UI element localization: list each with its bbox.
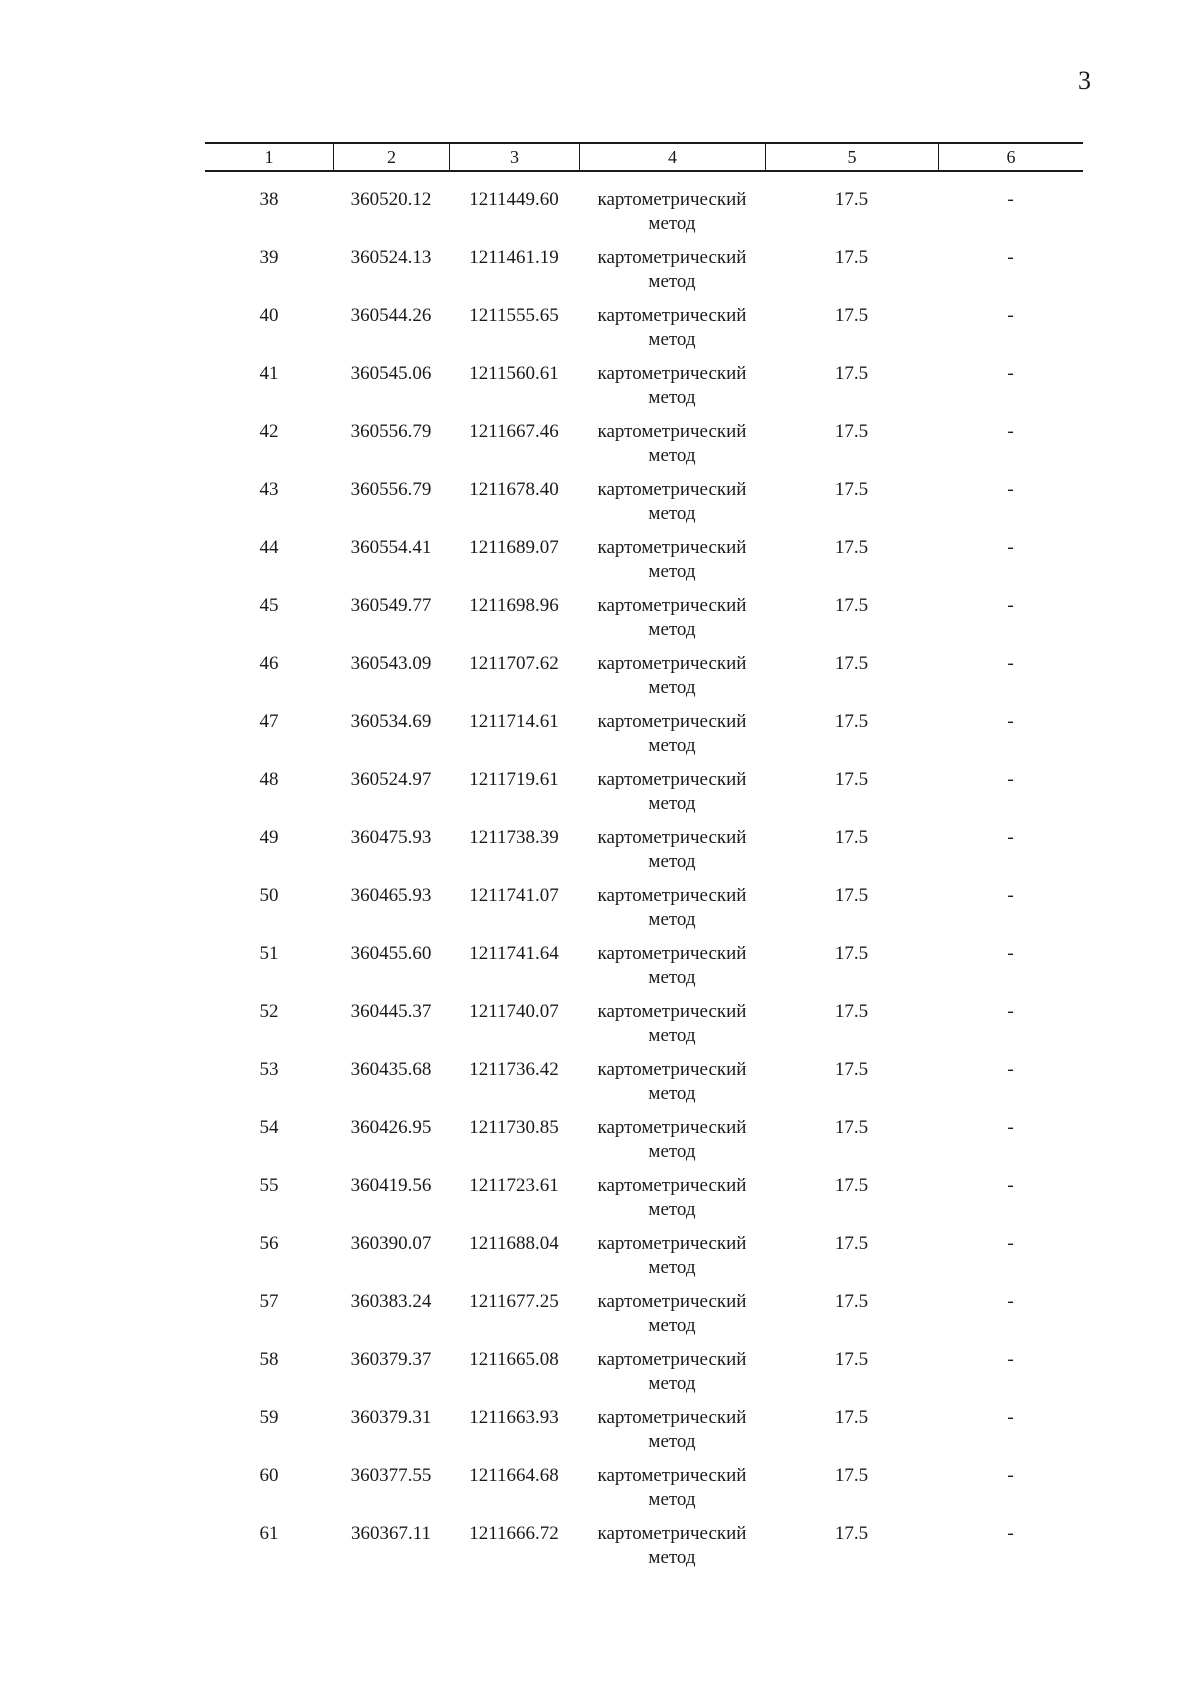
method-cell xyxy=(579,1522,765,1570)
method-cell xyxy=(579,594,765,642)
table-row xyxy=(205,1348,1083,1406)
note-cell: - xyxy=(1007,1291,1014,1312)
method-cell xyxy=(579,1232,765,1280)
table-row xyxy=(205,884,1083,942)
accuracy-cell: 17.5 xyxy=(834,1117,869,1138)
method-line-1: картометрический xyxy=(597,943,747,964)
accuracy-cell: 17.5 xyxy=(834,247,869,268)
accuracy-cell: 17.5 xyxy=(834,1175,869,1196)
note-cell: - xyxy=(1007,1523,1014,1544)
column-header: 2 xyxy=(333,144,449,170)
table-row xyxy=(205,420,1083,478)
y-coordinate-cell: 1211707.62 xyxy=(469,653,559,674)
method-line-2: метод xyxy=(648,213,696,234)
note-cell: - xyxy=(1007,1407,1014,1428)
x-coordinate-cell: 360379.37 xyxy=(350,1349,432,1370)
table-row xyxy=(205,1174,1083,1232)
table-row xyxy=(205,1058,1083,1116)
method-line-1: картометрический xyxy=(597,653,747,674)
table-row xyxy=(205,246,1083,304)
point-number-cell: 46 xyxy=(259,653,279,674)
point-number-cell: 54 xyxy=(259,1117,279,1138)
method-line-2: метод xyxy=(648,1431,696,1452)
accuracy-cell: 17.5 xyxy=(834,943,869,964)
method-line-2: метод xyxy=(648,1489,696,1510)
method-line-2: метод xyxy=(648,735,696,756)
method-line-2: метод xyxy=(648,1199,696,1220)
x-coordinate-cell: 360556.79 xyxy=(350,421,432,442)
method-line-1: картометрический xyxy=(597,1291,747,1312)
x-coordinate-cell: 360383.24 xyxy=(350,1291,432,1312)
method-line-1: картометрический xyxy=(597,1349,747,1370)
point-number-cell: 42 xyxy=(259,421,279,442)
note-cell: - xyxy=(1007,537,1014,558)
method-cell xyxy=(579,420,765,468)
accuracy-cell: 17.5 xyxy=(834,537,869,558)
method-line-1: картометрический xyxy=(597,1523,747,1544)
method-cell xyxy=(579,884,765,932)
accuracy-cell: 17.5 xyxy=(834,1465,869,1486)
accuracy-cell: 17.5 xyxy=(834,1291,869,1312)
method-line-1: картометрический xyxy=(597,769,747,790)
x-coordinate-cell: 360545.06 xyxy=(350,363,432,384)
accuracy-cell: 17.5 xyxy=(834,1523,869,1544)
table-row xyxy=(205,1406,1083,1464)
accuracy-cell: 17.5 xyxy=(834,1349,869,1370)
table-row xyxy=(205,826,1083,884)
x-coordinate-cell: 360544.26 xyxy=(350,305,432,326)
method-cell xyxy=(579,1174,765,1222)
column-header: 3 xyxy=(449,144,579,170)
method-line-1: картометрический xyxy=(597,1117,747,1138)
x-coordinate-cell: 360379.31 xyxy=(350,1407,432,1428)
method-line-1: картометрический xyxy=(597,363,747,384)
x-coordinate-cell: 360367.11 xyxy=(350,1523,432,1544)
table-body xyxy=(205,188,1083,1580)
table-row xyxy=(205,652,1083,710)
point-number-cell: 52 xyxy=(259,1001,279,1022)
table-row xyxy=(205,536,1083,594)
accuracy-cell: 17.5 xyxy=(834,189,869,210)
note-cell: - xyxy=(1007,769,1014,790)
y-coordinate-cell: 1211741.07 xyxy=(469,885,559,906)
point-number-cell: 56 xyxy=(259,1233,279,1254)
method-line-1: картометрический xyxy=(597,189,747,210)
accuracy-cell: 17.5 xyxy=(834,305,869,326)
method-line-2: метод xyxy=(648,1547,696,1568)
accuracy-cell: 17.5 xyxy=(834,711,869,732)
y-coordinate-cell: 1211730.85 xyxy=(469,1117,559,1138)
table-row xyxy=(205,1116,1083,1174)
x-coordinate-cell: 360419.56 xyxy=(350,1175,432,1196)
method-line-2: метод xyxy=(648,1373,696,1394)
method-cell xyxy=(579,826,765,874)
x-coordinate-cell: 360524.97 xyxy=(350,769,432,790)
x-coordinate-cell: 360445.37 xyxy=(350,1001,432,1022)
method-line-1: картометрический xyxy=(597,421,747,442)
y-coordinate-cell: 1211740.07 xyxy=(469,1001,559,1022)
point-number-cell: 57 xyxy=(259,1291,279,1312)
y-coordinate-cell: 1211666.72 xyxy=(469,1523,559,1544)
point-number-cell: 61 xyxy=(259,1523,279,1544)
point-number-cell: 53 xyxy=(259,1059,279,1080)
table-row xyxy=(205,1000,1083,1058)
y-coordinate-cell: 1211741.64 xyxy=(469,943,559,964)
method-cell xyxy=(579,1000,765,1048)
coordinates-table xyxy=(205,142,1083,1580)
method-cell xyxy=(579,1290,765,1338)
method-cell xyxy=(579,710,765,758)
method-line-1: картометрический xyxy=(597,1465,747,1486)
method-line-2: метод xyxy=(648,793,696,814)
method-line-2: метод xyxy=(648,445,696,466)
table-row xyxy=(205,478,1083,536)
method-line-2: метод xyxy=(648,387,696,408)
note-cell: - xyxy=(1007,247,1014,268)
note-cell: - xyxy=(1007,363,1014,384)
method-cell xyxy=(579,478,765,526)
note-cell: - xyxy=(1007,189,1014,210)
y-coordinate-cell: 1211663.93 xyxy=(469,1407,559,1428)
point-number-cell: 60 xyxy=(259,1465,279,1486)
table-row xyxy=(205,942,1083,1000)
x-coordinate-cell: 360543.09 xyxy=(350,653,432,674)
note-cell: - xyxy=(1007,479,1014,500)
x-coordinate-cell: 360377.55 xyxy=(350,1465,432,1486)
accuracy-cell: 17.5 xyxy=(834,1001,869,1022)
note-cell: - xyxy=(1007,827,1014,848)
note-cell: - xyxy=(1007,1117,1014,1138)
note-cell: - xyxy=(1007,1059,1014,1080)
note-cell: - xyxy=(1007,421,1014,442)
method-cell xyxy=(579,1406,765,1454)
method-line-2: метод xyxy=(648,561,696,582)
accuracy-cell: 17.5 xyxy=(834,827,869,848)
method-line-1: картометрический xyxy=(597,537,747,558)
method-line-1: картометрический xyxy=(597,1175,747,1196)
point-number-cell: 47 xyxy=(259,711,279,732)
method-cell xyxy=(579,1116,765,1164)
method-line-2: метод xyxy=(648,677,696,698)
y-coordinate-cell: 1211736.42 xyxy=(469,1059,559,1080)
table-header-row xyxy=(205,142,1083,172)
method-line-2: метод xyxy=(648,329,696,350)
page-number: 3 xyxy=(1078,66,1091,95)
y-coordinate-cell: 1211560.61 xyxy=(469,363,559,384)
x-coordinate-cell: 360465.93 xyxy=(350,885,432,906)
point-number-cell: 50 xyxy=(259,885,279,906)
method-line-1: картометрический xyxy=(597,479,747,500)
point-number-cell: 38 xyxy=(259,189,279,210)
method-cell xyxy=(579,1464,765,1512)
x-coordinate-cell: 360554.41 xyxy=(350,537,432,558)
accuracy-cell: 17.5 xyxy=(834,885,869,906)
point-number-cell: 40 xyxy=(259,305,279,326)
table-row xyxy=(205,1522,1083,1580)
accuracy-cell: 17.5 xyxy=(834,421,869,442)
y-coordinate-cell: 1211449.60 xyxy=(469,189,559,210)
x-coordinate-cell: 360524.13 xyxy=(350,247,432,268)
y-coordinate-cell: 1211688.04 xyxy=(469,1233,559,1254)
note-cell: - xyxy=(1007,885,1014,906)
method-line-2: метод xyxy=(648,503,696,524)
method-line-2: метод xyxy=(648,1257,696,1278)
point-number-cell: 55 xyxy=(259,1175,279,1196)
method-line-1: картометрический xyxy=(597,885,747,906)
point-number-cell: 58 xyxy=(259,1349,279,1370)
table-row xyxy=(205,362,1083,420)
accuracy-cell: 17.5 xyxy=(834,363,869,384)
y-coordinate-cell: 1211714.61 xyxy=(469,711,559,732)
method-line-2: метод xyxy=(648,851,696,872)
y-coordinate-cell: 1211719.61 xyxy=(469,769,559,790)
note-cell: - xyxy=(1007,1349,1014,1370)
note-cell: - xyxy=(1007,1175,1014,1196)
note-cell: - xyxy=(1007,305,1014,326)
method-line-2: метод xyxy=(648,909,696,930)
y-coordinate-cell: 1211461.19 xyxy=(469,247,559,268)
x-coordinate-cell: 360534.69 xyxy=(350,711,432,732)
table-row xyxy=(205,710,1083,768)
x-coordinate-cell: 360426.95 xyxy=(350,1117,432,1138)
method-line-1: картометрический xyxy=(597,1001,747,1022)
point-number-cell: 59 xyxy=(259,1407,279,1428)
accuracy-cell: 17.5 xyxy=(834,1407,869,1428)
y-coordinate-cell: 1211689.07 xyxy=(469,537,559,558)
y-coordinate-cell: 1211678.40 xyxy=(469,479,559,500)
accuracy-cell: 17.5 xyxy=(834,479,869,500)
y-coordinate-cell: 1211664.68 xyxy=(469,1465,559,1486)
x-coordinate-cell: 360520.12 xyxy=(350,189,432,210)
method-cell xyxy=(579,652,765,700)
y-coordinate-cell: 1211723.61 xyxy=(469,1175,559,1196)
x-coordinate-cell: 360455.60 xyxy=(350,943,432,964)
table-row xyxy=(205,1464,1083,1522)
y-coordinate-cell: 1211698.96 xyxy=(469,595,559,616)
point-number-cell: 49 xyxy=(259,827,279,848)
note-cell: - xyxy=(1007,1001,1014,1022)
table-row xyxy=(205,1232,1083,1290)
x-coordinate-cell: 360475.93 xyxy=(350,827,432,848)
method-cell xyxy=(579,942,765,990)
note-cell: - xyxy=(1007,943,1014,964)
x-coordinate-cell: 360435.68 xyxy=(350,1059,432,1080)
note-cell: - xyxy=(1007,653,1014,674)
method-line-2: метод xyxy=(648,1141,696,1162)
method-cell xyxy=(579,188,765,236)
method-cell xyxy=(579,246,765,294)
table-row xyxy=(205,1290,1083,1348)
column-header: 4 xyxy=(579,144,765,170)
column-header: 5 xyxy=(765,144,938,170)
point-number-cell: 48 xyxy=(259,769,279,790)
point-number-cell: 43 xyxy=(259,479,279,500)
method-line-1: картометрический xyxy=(597,1407,747,1428)
method-cell xyxy=(579,362,765,410)
table-row xyxy=(205,304,1083,362)
method-line-1: картометрический xyxy=(597,595,747,616)
method-cell xyxy=(579,1058,765,1106)
method-line-2: метод xyxy=(648,1083,696,1104)
note-cell: - xyxy=(1007,711,1014,732)
table-row xyxy=(205,188,1083,246)
method-line-2: метод xyxy=(648,619,696,640)
y-coordinate-cell: 1211667.46 xyxy=(469,421,559,442)
table-row xyxy=(205,768,1083,826)
note-cell: - xyxy=(1007,595,1014,616)
column-header: 6 xyxy=(938,144,1083,170)
method-cell xyxy=(579,1348,765,1396)
x-coordinate-cell: 360549.77 xyxy=(350,595,432,616)
method-line-2: метод xyxy=(648,271,696,292)
accuracy-cell: 17.5 xyxy=(834,1059,869,1080)
method-cell xyxy=(579,768,765,816)
point-number-cell: 45 xyxy=(259,595,279,616)
y-coordinate-cell: 1211738.39 xyxy=(469,827,559,848)
table-row xyxy=(205,594,1083,652)
y-coordinate-cell: 1211665.08 xyxy=(469,1349,559,1370)
accuracy-cell: 17.5 xyxy=(834,1233,869,1254)
point-number-cell: 41 xyxy=(259,363,279,384)
method-line-1: картометрический xyxy=(597,1059,747,1080)
point-number-cell: 39 xyxy=(259,247,279,268)
method-line-2: метод xyxy=(648,1025,696,1046)
method-line-1: картометрический xyxy=(597,1233,747,1254)
method-line-1: картометрический xyxy=(597,711,747,732)
accuracy-cell: 17.5 xyxy=(834,595,869,616)
method-cell xyxy=(579,536,765,584)
method-line-2: метод xyxy=(648,967,696,988)
y-coordinate-cell: 1211677.25 xyxy=(469,1291,559,1312)
accuracy-cell: 17.5 xyxy=(834,769,869,790)
point-number-cell: 51 xyxy=(259,943,279,964)
point-number-cell: 44 xyxy=(259,537,279,558)
method-line-2: метод xyxy=(648,1315,696,1336)
method-cell xyxy=(579,304,765,352)
column-header: 1 xyxy=(264,147,274,167)
x-coordinate-cell: 360556.79 xyxy=(350,479,432,500)
note-cell: - xyxy=(1007,1465,1014,1486)
note-cell: - xyxy=(1007,1233,1014,1254)
accuracy-cell: 17.5 xyxy=(834,653,869,674)
x-coordinate-cell: 360390.07 xyxy=(350,1233,432,1254)
method-line-1: картометрический xyxy=(597,247,747,268)
y-coordinate-cell: 1211555.65 xyxy=(469,305,559,326)
method-line-1: картометрический xyxy=(597,305,747,326)
method-line-1: картометрический xyxy=(597,827,747,848)
